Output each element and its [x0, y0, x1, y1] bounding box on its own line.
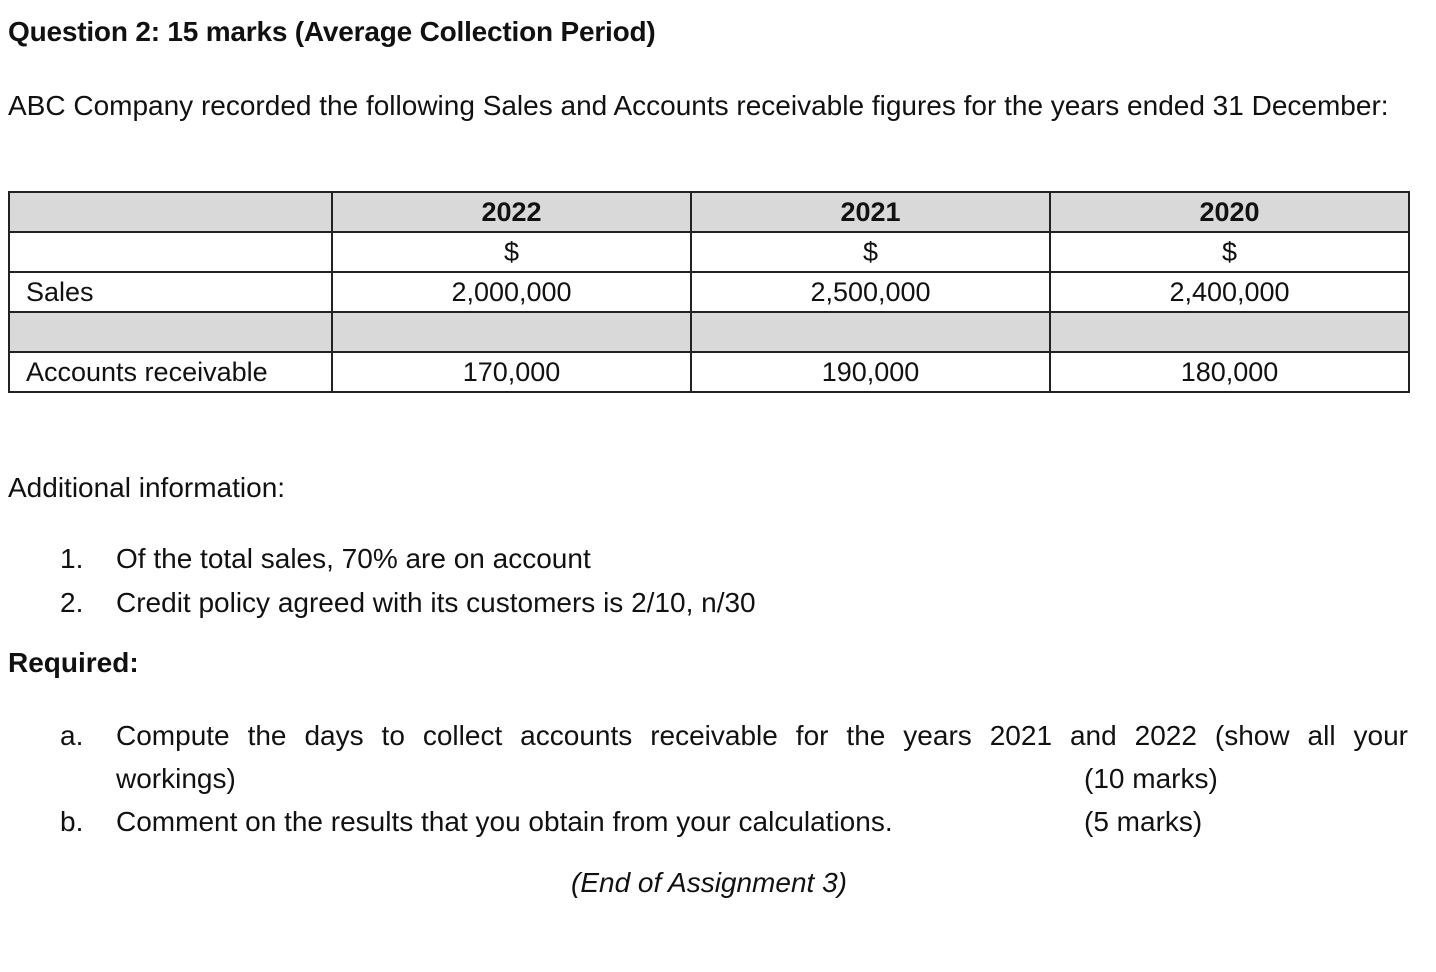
- table-header-row: [9, 192, 1409, 232]
- list-marker: 2.: [60, 587, 84, 618]
- currency-cell: $: [332, 232, 691, 272]
- spacer-row: [9, 312, 1409, 352]
- year-header: 2020: [1050, 192, 1409, 232]
- currency-label-cell: [9, 232, 332, 272]
- currency-cell: $: [1050, 232, 1409, 272]
- table-corner-cell: [9, 192, 332, 232]
- row-label: Sales: [9, 272, 332, 312]
- list-item-continuation: [60, 757, 1408, 800]
- marks-label: (5 marks): [1084, 806, 1203, 837]
- question-title: Question 2: 15 marks (Average Collection Period): [8, 16, 656, 47]
- list-item-text: Comment on the results that you obtain from your calculations.: [116, 806, 893, 837]
- currency-cell: $: [691, 232, 1050, 272]
- required-list: [60, 714, 1408, 843]
- list-item: [60, 800, 1408, 843]
- list-item: [60, 537, 756, 581]
- value-cell: 190,000: [691, 352, 1050, 392]
- spacer-cell: [1050, 312, 1409, 352]
- year-header: 2021: [691, 192, 1050, 232]
- spacer-cell: [9, 312, 332, 352]
- list-item-text: Compute the days to collect accounts receivable for the years 2021 and 2022 (show all your: [116, 720, 1408, 751]
- value-cell: 170,000: [332, 352, 691, 392]
- marks-label: (10 marks): [1084, 763, 1218, 794]
- table-row: [9, 272, 1409, 312]
- value-cell: 2,000,000: [332, 272, 691, 312]
- list-item: [60, 714, 1408, 800]
- end-note: (End of Assignment 3): [571, 867, 847, 898]
- value-cell: 180,000: [1050, 352, 1409, 392]
- year-header: 2022: [332, 192, 691, 232]
- spacer-cell: [691, 312, 1050, 352]
- list-marker: a.: [60, 720, 84, 751]
- list-item-text: Credit policy agreed with its customers is 2/10, n/30: [116, 587, 756, 618]
- sales-receivables-table: [8, 191, 1410, 393]
- row-label: Accounts receivable: [9, 352, 332, 392]
- additional-info-list: [60, 537, 756, 625]
- additional-info-heading: Additional information:: [8, 472, 286, 503]
- list-item-text-cont: workings): [116, 763, 236, 794]
- value-cell: 2,400,000: [1050, 272, 1409, 312]
- required-heading: Required:: [8, 647, 139, 678]
- list-item-text: Of the total sales, 70% are on account: [116, 543, 591, 574]
- list-marker: 1.: [60, 543, 84, 574]
- currency-row: [9, 232, 1409, 272]
- intro-paragraph: ABC Company recorded the following Sales and Accounts receivable figures for the years ended 31 December:: [8, 90, 1389, 121]
- list-marker: b.: [60, 806, 84, 837]
- spacer-cell: [332, 312, 691, 352]
- list-item: [60, 581, 756, 625]
- value-cell: 2,500,000: [691, 272, 1050, 312]
- table-row: [9, 352, 1409, 392]
